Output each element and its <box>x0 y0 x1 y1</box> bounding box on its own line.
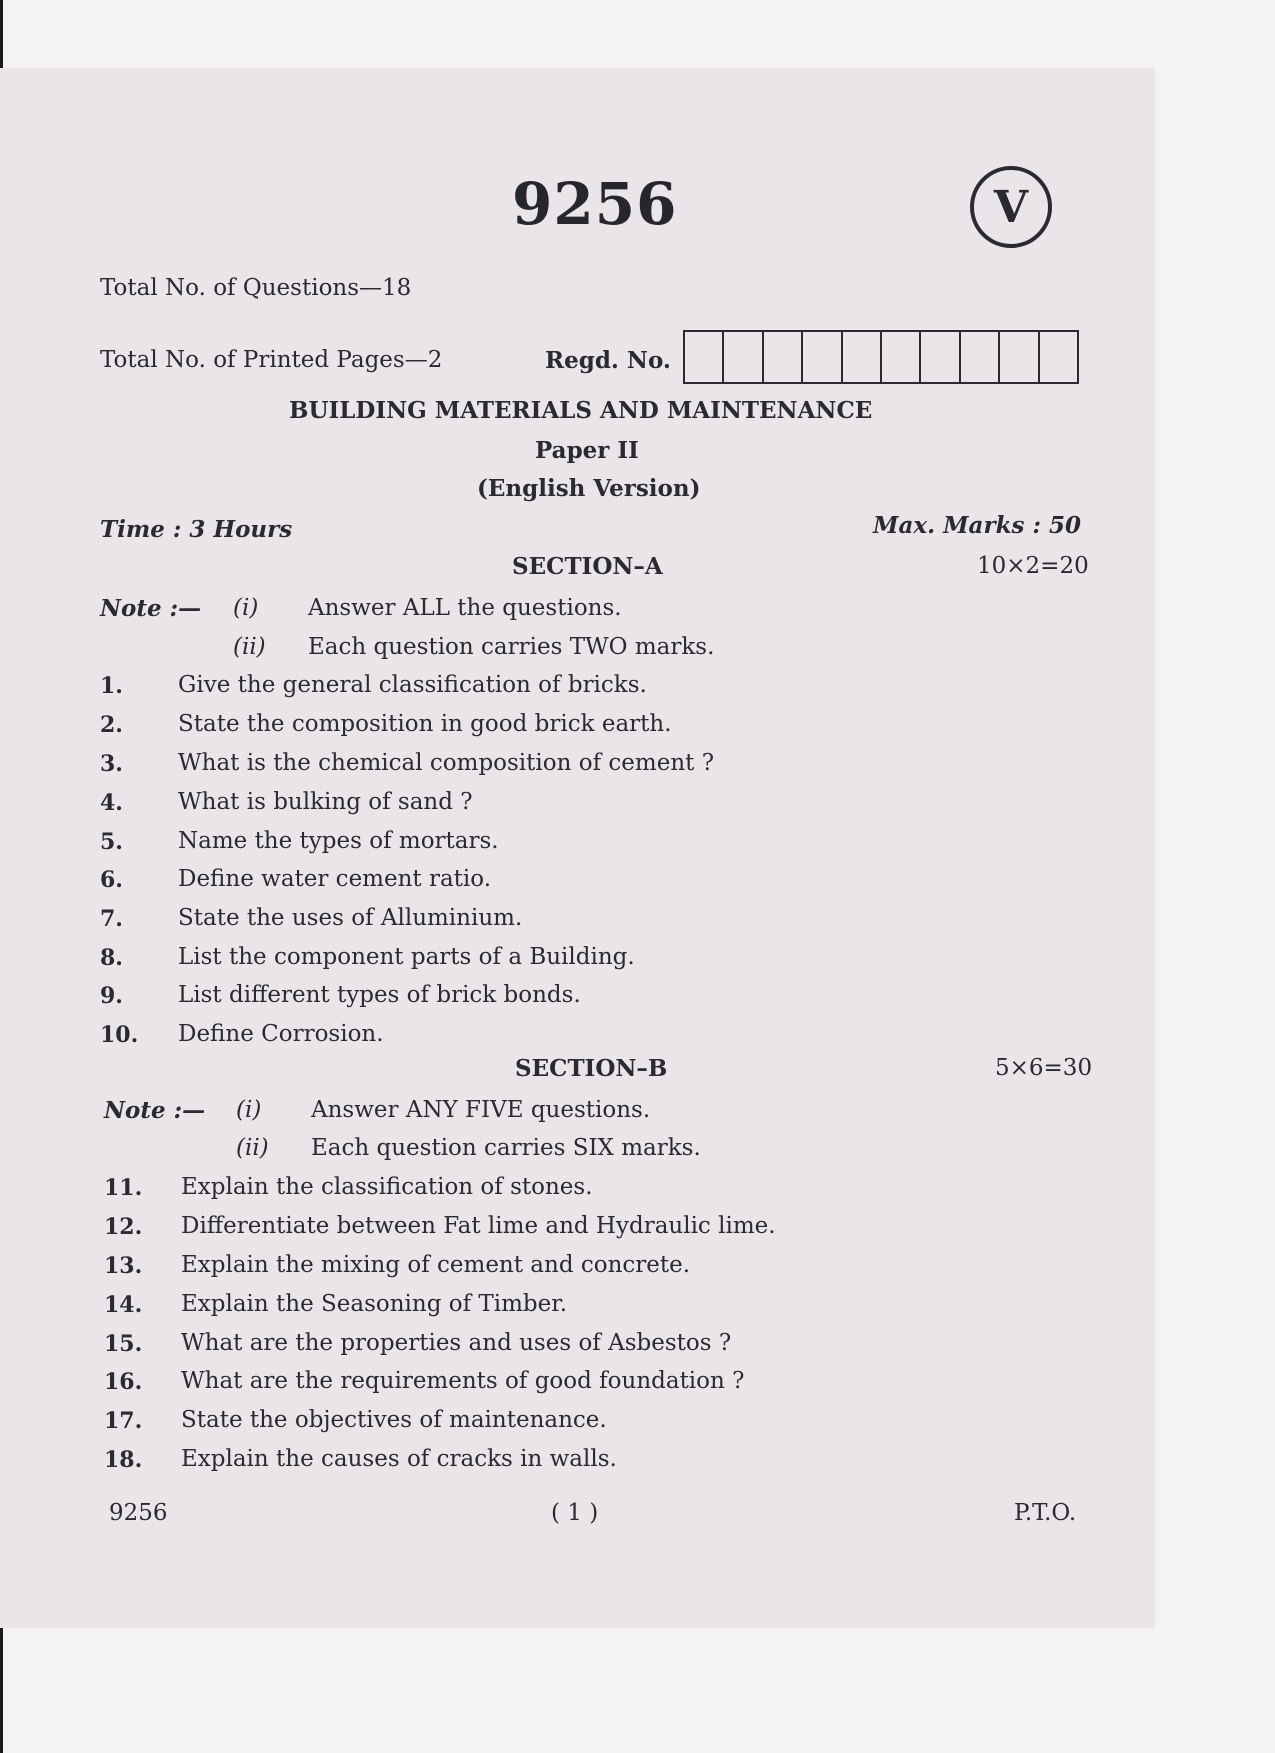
question-number: 16. <box>104 1369 143 1395</box>
scan-edge <box>0 1628 3 1753</box>
section-b-marks: 5×6=30 <box>995 1055 1093 1081</box>
version-badge: V <box>970 166 1052 248</box>
question-text: Explain the mixing of cement and concrete. <box>181 1252 691 1278</box>
section-b-note-label: Note :— <box>104 1097 206 1124</box>
question-text: State the objectives of maintenance. <box>181 1407 607 1433</box>
section-b-title: SECTION–B <box>515 1055 668 1082</box>
question-text: Explain the Seasoning of Timber. <box>181 1291 568 1317</box>
scan-edge <box>0 0 3 70</box>
question-text: Name the types of mortars. <box>178 828 499 854</box>
question-text: What is the chemical composition of cement ? <box>178 750 715 776</box>
note-text: Each question carries SIX marks. <box>311 1135 701 1161</box>
regd-box[interactable] <box>882 332 921 382</box>
question-number: 10. <box>100 1022 139 1048</box>
question-text: What is bulking of sand ? <box>178 789 473 815</box>
question-number: 14. <box>104 1292 143 1318</box>
question-text: Explain the classification of stones. <box>181 1174 593 1200</box>
question-text: Define water cement ratio. <box>178 866 492 892</box>
total-questions: Total No. of Questions—18 <box>100 275 412 301</box>
question-text: What are the requirements of good foundation ? <box>181 1368 745 1394</box>
footer-code: 9256 <box>109 1500 168 1526</box>
question-number: 7. <box>100 906 123 932</box>
note-number: (i) <box>233 595 259 621</box>
question-number: 5. <box>100 829 123 855</box>
question-number: 2. <box>100 712 123 738</box>
note-text: Answer ANY FIVE questions. <box>311 1097 651 1123</box>
question-number: 13. <box>104 1253 143 1279</box>
regd-box[interactable] <box>685 332 724 382</box>
question-number: 8. <box>100 945 123 971</box>
time-allowed: Time : 3 Hours <box>100 516 293 543</box>
pto-text: P.T.O. <box>1014 1500 1077 1526</box>
question-number: 4. <box>100 790 123 816</box>
section-a-note-label: Note :— <box>100 595 202 622</box>
question-number: 9. <box>100 983 123 1009</box>
question-number: 1. <box>100 673 123 699</box>
question-number: 18. <box>104 1447 143 1473</box>
question-text: State the composition in good brick earth. <box>178 711 672 737</box>
question-number: 17. <box>104 1408 143 1434</box>
question-text: Give the general classification of bricks. <box>178 672 647 698</box>
regd-number-boxes[interactable] <box>683 330 1079 384</box>
question-number: 3. <box>100 751 123 777</box>
question-text: Define Corrosion. <box>178 1021 384 1047</box>
subject-title: BUILDING MATERIALS AND MAINTENANCE <box>289 397 873 424</box>
paper-number: Paper II <box>535 437 639 464</box>
paper-code: 9256 <box>512 170 678 238</box>
note-number: (ii) <box>233 634 266 660</box>
regd-box[interactable] <box>843 332 882 382</box>
note-number: (i) <box>236 1097 262 1123</box>
note-text: Answer ALL the questions. <box>308 595 622 621</box>
question-text: Differentiate between Fat lime and Hydraulic lime. <box>181 1213 776 1239</box>
note-number: (ii) <box>236 1135 269 1161</box>
version-text: (English Version) <box>477 475 701 502</box>
page-number: ( 1 ) <box>551 1500 599 1526</box>
max-marks: Max. Marks : 50 <box>873 512 1081 539</box>
section-a-marks: 10×2=20 <box>977 553 1089 579</box>
question-number: 6. <box>100 867 123 893</box>
section-a-title: SECTION–A <box>512 553 663 580</box>
regd-box[interactable] <box>1000 332 1039 382</box>
question-text: State the uses of Alluminium. <box>178 905 523 931</box>
regd-box[interactable] <box>921 332 960 382</box>
total-pages: Total No. of Printed Pages—2 <box>100 347 443 373</box>
question-text: What are the properties and uses of Asbestos ? <box>181 1330 732 1356</box>
question-number: 15. <box>104 1331 143 1357</box>
question-number: 11. <box>104 1175 143 1201</box>
regd-box[interactable] <box>961 332 1000 382</box>
question-text: List different types of brick bonds. <box>178 982 581 1008</box>
question-number: 12. <box>104 1214 143 1240</box>
regd-box[interactable] <box>764 332 803 382</box>
note-text: Each question carries TWO marks. <box>308 634 715 660</box>
regd-box[interactable] <box>724 332 763 382</box>
question-text: List the component parts of a Building. <box>178 944 635 970</box>
question-text: Explain the causes of cracks in walls. <box>181 1446 617 1472</box>
regd-box[interactable] <box>803 332 842 382</box>
exam-sheet <box>0 68 1155 1628</box>
regd-box[interactable] <box>1040 332 1077 382</box>
regd-label: Regd. No. <box>545 347 671 374</box>
